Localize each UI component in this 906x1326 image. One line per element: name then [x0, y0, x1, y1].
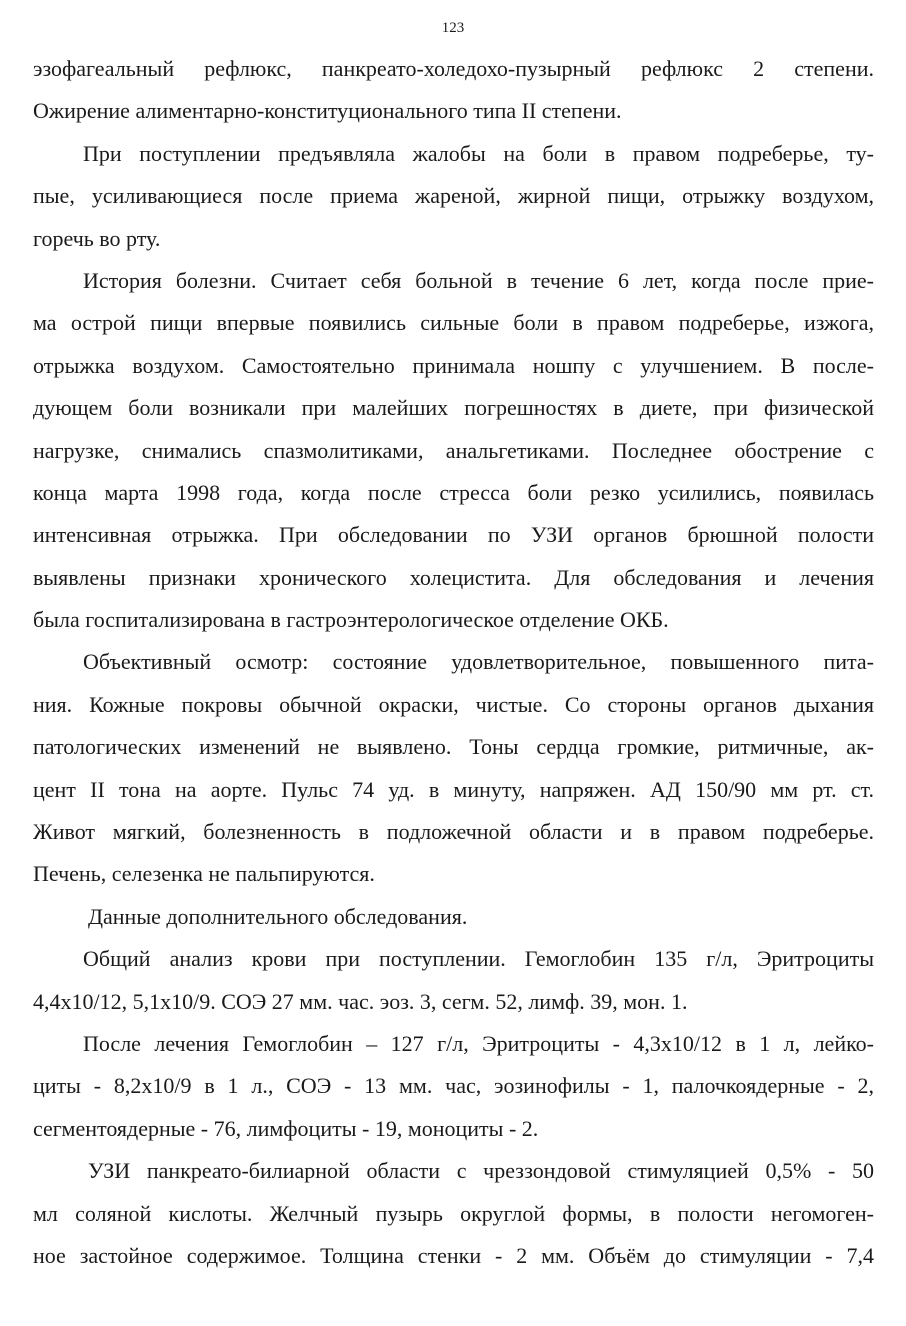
text-line: Живот мягкий, болезненность в подложечной области и в правом подреберье. [33, 819, 874, 845]
text-line: Ожирение алиментарно-конституционального типа II степени. [33, 98, 622, 124]
text-line: конца марта 1998 года, когда после стресса боли резко усилились, появилась [33, 479, 874, 505]
text-line: была госпитализирована в гастроэнтерологическое отделение ОКБ. [33, 607, 669, 633]
text-line: циты - 8,2х10/9 в 1 л., СОЭ - 13 мм. час, эозинофилы - 1, палочкоядерные - 2, [33, 1073, 874, 1099]
text-line: мл соляной кислоты. Желчный пузырь округлой формы, в полости негомоген- [33, 1200, 874, 1226]
text-line: ния. Кожные покровы обычной окраски, чистые. Со стороны органов дыхания [33, 691, 874, 717]
text-line: Объективный осмотр: состояние удовлетворительное, повышенного пита- [83, 649, 874, 675]
text-line: выявлены признаки хронического холецистита. Для обследования и лечения [33, 564, 874, 590]
body-text [33, 48, 874, 1277]
text-line: эзофагеальный рефлюкс, панкреато-холедохо-пузырный рефлюкс 2 степени. [33, 56, 874, 81]
text-line: пые, усиливающиеся после приема жареной, жирной пищи, отрыжку воздухом, [33, 183, 874, 209]
text-line: После лечения Гемоглобин – 127 г/л, Эритроциты - 4,3х10/12 в 1 л, лейко- [83, 1030, 874, 1056]
text-line: Общий анализ крови при поступлении. Гемоглобин 135 г/л, Эритроциты [83, 946, 874, 972]
text-line: ное застойное содержимое. Толщина стенки - 2 мм. Объём до стимуляции - 7,4 [33, 1242, 874, 1268]
text-line: цент II тона на аорте. Пульс 74 уд. в минуту, напряжен. АД 150/90 мм рт. ст. [33, 776, 874, 802]
text-line: нагрузке, снимались спазмолитиками, анальгетиками. Последнее обострение с [33, 437, 874, 463]
text-line: патологических изменений не выявлено. Тоны сердца громкие, ритмичные, ак- [33, 734, 874, 760]
text-line: Печень, селезенка не пальпируются. [33, 861, 375, 887]
text-line: При поступлении предъявляла жалобы на боли в правом подреберье, ту- [83, 140, 874, 166]
text-line: УЗИ панкреато-билиарной области с чреззондовой стимуляцией 0,5% - 50 [88, 1158, 874, 1184]
text-line: дующем боли возникали при малейших погрешностях в диете, при физической [33, 395, 874, 421]
page-number: 123 [441, 20, 465, 36]
text-line: сегментоядерные - 76, лимфоциты - 19, моноциты - 2. [33, 1115, 539, 1141]
text-line: Данные дополнительного обследования. [88, 903, 468, 929]
text-line: отрыжка воздухом. Самостоятельно принимала ношпу с улучшением. В после- [33, 352, 874, 378]
text-line: История болезни. Считает себя больной в течение 6 лет, когда после прие- [83, 267, 874, 293]
text-line: 4,4х10/12, 5,1х10/9. СОЭ 27 мм. час. эоз. 3, сегм. 52, лимф. 39, мон. 1. [33, 988, 688, 1014]
text-line: горечь во рту. [33, 225, 161, 251]
text-line: ма острой пищи впервые появились сильные боли в правом подреберье, изжога, [33, 310, 874, 336]
text-line: интенсивная отрыжка. При обследовании по УЗИ органов брюшной полости [33, 522, 874, 548]
